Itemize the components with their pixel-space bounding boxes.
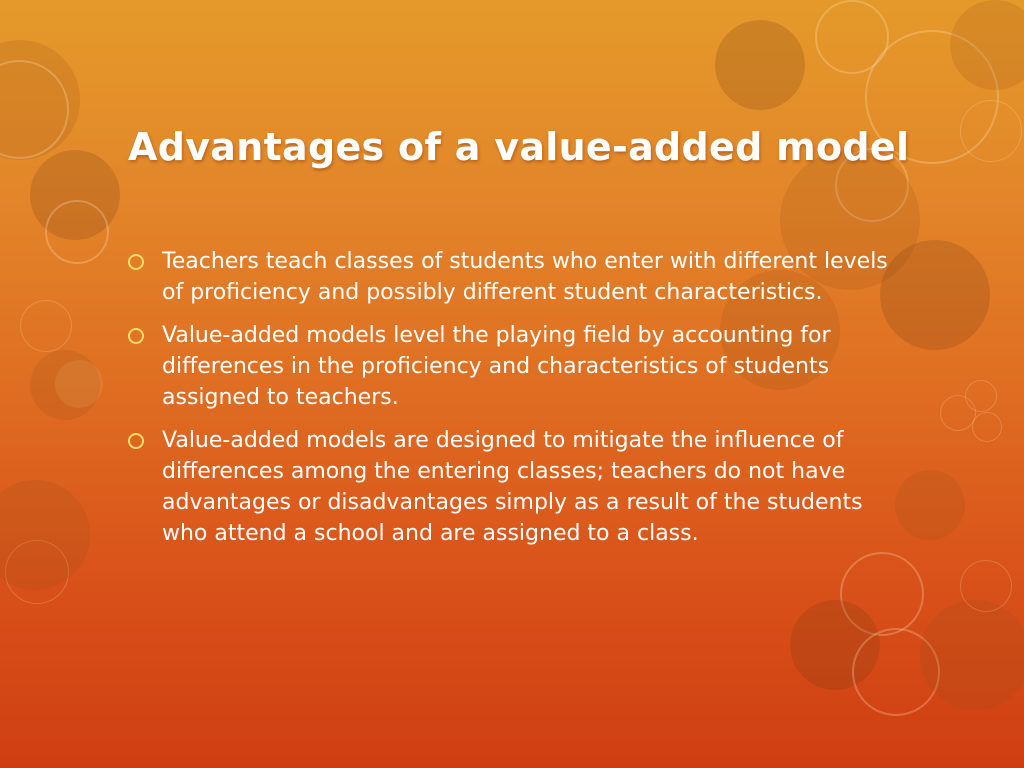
bullet-item <box>128 425 908 549</box>
background-bokeh-ring <box>960 560 1012 612</box>
hollow-circle-bullet-icon <box>128 328 144 344</box>
bullet-text: Value-added models are designed to mitigate the influence of differences among the entering classes; teachers do not have advantages or disadvantages simply as a result of the students who attend a school and are assigned to a class. <box>162 428 863 546</box>
bullet-list <box>128 246 908 561</box>
background-bokeh-circle <box>715 20 805 110</box>
hollow-circle-bullet-icon <box>128 433 144 449</box>
bullet-text: Value-added models level the playing field by accounting for differences in the proficiency and characteristics of students assigned to teachers. <box>162 323 831 410</box>
background-bokeh-circle <box>0 480 90 590</box>
background-bokeh-ring <box>972 412 1002 442</box>
bullet-item <box>128 246 908 308</box>
background-bokeh-ring <box>45 200 109 264</box>
bullet-text: Teachers teach classes of students who enter with different levels of proficiency and possibly different student characteristics. <box>162 249 888 305</box>
hollow-circle-bullet-icon <box>128 254 144 270</box>
background-bokeh-circle <box>920 600 1024 710</box>
background-bokeh-ring <box>965 380 997 412</box>
bullet-item <box>128 320 908 413</box>
background-bokeh-circle <box>55 360 103 408</box>
background-bokeh-ring <box>20 300 72 352</box>
slide-title: Advantages of a value-added model <box>128 125 910 170</box>
